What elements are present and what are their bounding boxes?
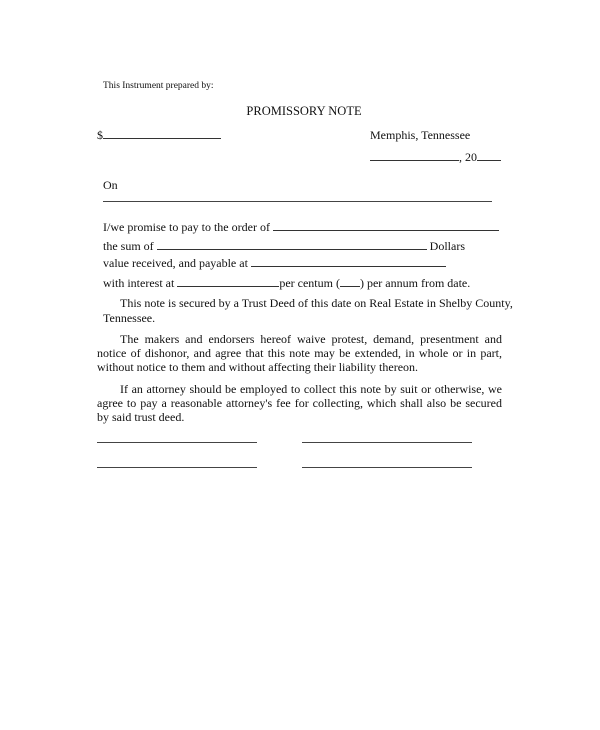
sum-field[interactable] bbox=[157, 239, 427, 250]
per-centum-label: per centum ( bbox=[279, 276, 340, 290]
on-label: On bbox=[103, 178, 118, 192]
trust-deed-paragraph-cont: Tennessee. bbox=[103, 311, 156, 325]
attorney-fee-paragraph bbox=[97, 382, 502, 424]
payable-line bbox=[103, 256, 446, 270]
amount-prefix: $ bbox=[97, 128, 103, 142]
interest-line bbox=[103, 276, 470, 290]
year-prefix: , 20 bbox=[459, 150, 477, 164]
interest-field[interactable] bbox=[177, 276, 279, 287]
per-annum-label: ) per annum from date. bbox=[359, 276, 471, 290]
page-title: PROMISSORY NOTE bbox=[246, 104, 362, 118]
order-of-label: I/we promise to pay to the order of bbox=[103, 220, 270, 234]
per-centum-field[interactable] bbox=[340, 276, 360, 287]
payable-at-field[interactable] bbox=[251, 256, 446, 267]
date-line bbox=[370, 150, 501, 164]
signature-line-2[interactable] bbox=[302, 442, 472, 443]
sum-line bbox=[103, 239, 465, 253]
interest-label: with interest at bbox=[103, 276, 175, 290]
prepared-by-label: This Instrument prepared by: bbox=[103, 81, 214, 91]
waiver-paragraph bbox=[97, 332, 502, 374]
date-field[interactable] bbox=[370, 150, 459, 161]
signature-line-1[interactable] bbox=[97, 442, 257, 443]
on-field[interactable] bbox=[103, 201, 492, 202]
order-of-line bbox=[103, 220, 499, 234]
signature-line-4[interactable] bbox=[302, 467, 472, 468]
sum-of-label: the sum of bbox=[103, 239, 154, 253]
signature-line-3[interactable] bbox=[97, 467, 257, 468]
location: Memphis, Tennessee bbox=[370, 128, 471, 142]
payable-at-label: value received, and payable at bbox=[103, 256, 248, 270]
dollars-label: Dollars bbox=[429, 239, 465, 253]
amount-line bbox=[97, 128, 221, 142]
payee-field[interactable] bbox=[273, 220, 499, 231]
trust-deed-paragraph: This note is secured by a Trust Deed of this date on Real Estate in Shelby County, bbox=[120, 296, 513, 310]
year-field[interactable] bbox=[477, 150, 501, 161]
amount-field[interactable] bbox=[103, 128, 221, 139]
waiver-text: The makers and endorsers hereof waive protest, demand, presentment and notice of dishonor, and agree that this note may be extended, in whole or in part, without notice to them and without affecting their liability thereon. bbox=[97, 332, 502, 374]
attorney-fee-text: If an attorney should be employed to collect this note by suit or otherwise, we agree to pay a reasonable attorney's fee for collecting, which shall also be secured by said trust deed. bbox=[97, 382, 502, 424]
